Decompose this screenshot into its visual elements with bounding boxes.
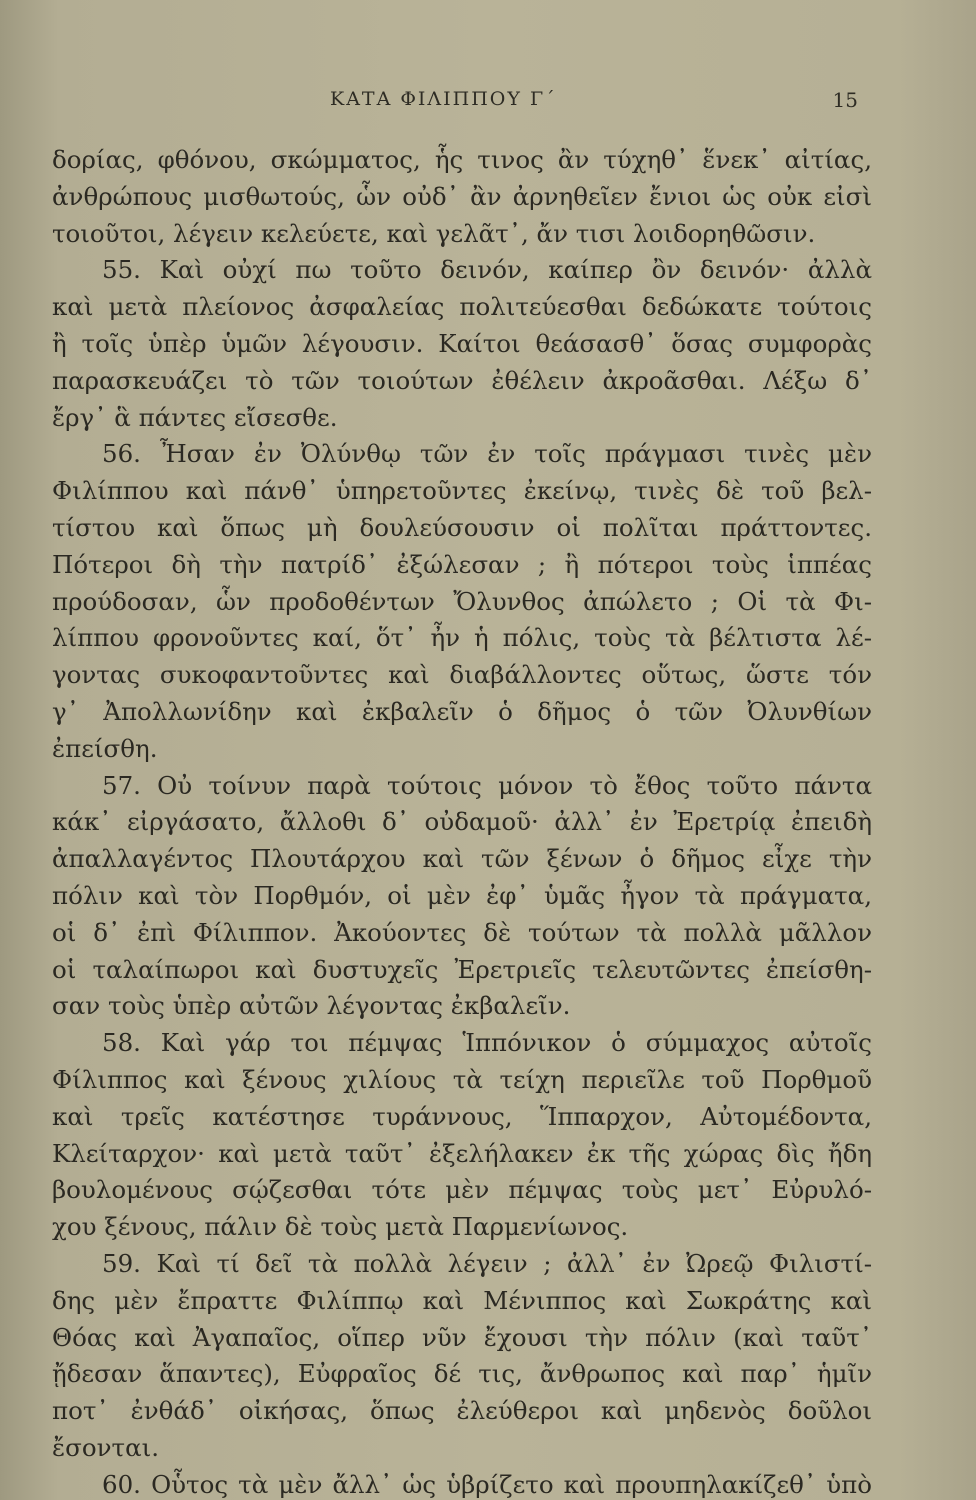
text-line: 60. Οὗτος τὰ μὲν ἄλλ᾽ ὡς ὑβρίζετο καὶ προυπηλακίζεθ᾽ ὑπὸ	[102, 1469, 872, 1499]
body-text	[52, 142, 872, 1500]
text-line: οἱ δ᾽ ἐπὶ Φίλιππον. Ἀκούοντες δὲ τούτων τὰ πολλὰ μᾶλλον	[52, 917, 872, 947]
page-number: 15	[832, 88, 858, 112]
text-line: ἢ τοῖς ὑπὲρ ὑμῶν λέγουσιν. Καίτοι θεάσασθ᾽ ὅσας συμφορὰς	[52, 328, 872, 358]
text-line: προύδοσαν, ὧν προδοθέντων Ὄλυνθος ἀπώλετο ; Οἱ τὰ Φι-	[52, 586, 872, 616]
text-line: τοιοῦτοι, λέγειν κελεύετε, καὶ γελᾶτ᾽, ἄν τισι λοιδορηθῶσιν.	[52, 218, 816, 248]
text-line: γ᾽ Ἀπολλωνίδην καὶ ἐκβαλεῖν ὁ δῆμος ὁ τῶν Ὀλυνθίων	[52, 696, 872, 726]
text-line: Φιλίππου καὶ πάνθ᾽ ὑπηρετοῦντες ἐκείνῳ, τινὲς δὲ τοῦ βελ-	[52, 476, 872, 506]
text-line: ποτ᾽ ἐνθάδ᾽ οἰκήσας, ὅπως ἐλεύθεροι καὶ μηδενὸς δοῦλοι	[52, 1396, 872, 1426]
text-line: κάκ᾽ εἰργάσατο, ἄλλοθι δ᾽ οὐδαμοῦ· ἀλλ᾽ ἐν Ἐρετρίᾳ ἐπειδὴ	[52, 807, 872, 837]
text-line: παρασκευάζει τὸ τῶν τοιούτων ἐθέλειν ἀκροᾶσθαι. Λέξω δ᾽	[52, 365, 872, 395]
text-line: 56. Ἦσαν ἐν Ὀλύνθῳ τῶν ἐν τοῖς πράγμασι τινὲς μὲν	[102, 439, 872, 469]
text-line: δης μὲν ἔπραττε Φιλίππῳ καὶ Μένιππος καὶ Σωκράτης καὶ	[52, 1285, 872, 1315]
text-line: πόλιν καὶ τὸν Πορθμόν, οἱ μὲν ἐφ᾽ ὑμᾶς ἦγον τὰ πράγματα,	[52, 880, 872, 910]
text-line: 55. Καὶ οὐχί πω τοῦτο δεινόν, καίπερ ὂν δεινόν· ἀλλὰ	[102, 255, 872, 285]
text-line: Πότεροι δὴ τὴν πατρίδ᾽ ἐξώλεσαν ; ἢ πότεροι τοὺς ἱππέας	[52, 549, 872, 579]
running-title: ΚΑΤΑ ΦΙΛΙΠΠΟΥ Γ΄	[330, 88, 557, 110]
text-line: βουλομένους σῴζεσθαι τότε μὲν πέμψας τοὺς μετ᾽ Εὐρυλό-	[52, 1175, 872, 1205]
text-line: δορίας, φθόνου, σκώμματος, ἧς τινος ἂν τύχηθ᾽ ἕνεκ᾽ αἰτίας,	[52, 145, 872, 174]
text-line: γοντας συκοφαντοῦντες καὶ διαβάλλοντες οὕτως, ὥστε τόν	[52, 660, 872, 690]
text-line: ἐπείσθη.	[52, 733, 158, 763]
page-header	[0, 88, 976, 118]
text-line: σαν τοὺς ὑπὲρ αὐτῶν λέγοντας ἐκβαλεῖν.	[52, 991, 571, 1021]
text-line: ἔσονται.	[52, 1432, 160, 1462]
text-line: ἀπαλλαγέντος Πλουτάρχου καὶ τῶν ξένων ὁ δῆμος εἶχε τὴν	[52, 844, 872, 874]
text-line: ἔργ᾽ ἃ πάντες εἴσεσθε.	[52, 402, 338, 432]
text-line: οἱ ταλαίπωροι καὶ δυστυχεῖς Ἐρετριεῖς τελευτῶντες ἐπείσθη-	[52, 954, 872, 984]
text-line: καὶ μετὰ πλείονος ἀσφαλείας πολιτεύεσθαι δεδώκατε τούτοις	[52, 292, 872, 322]
text-line: 58. Καὶ γάρ τοι πέμψας Ἱππόνικον ὁ σύμμαχος αὐτοῖς	[102, 1028, 872, 1058]
text-line: ᾔδεσαν ἅπαντες), Εὐφραῖος δέ τις, ἄνθρωπος καὶ παρ᾽ ἡμῖν	[52, 1359, 872, 1389]
text-line: λίππου φρονοῦντες καί, ὅτ᾽ ἦν ἡ πόλις, τοὺς τὰ βέλτιστα λέ-	[52, 623, 872, 653]
text-line: ἀνθρώπους μισθωτούς, ὧν οὐδ᾽ ἂν ἀρνηθεῖεν ἔνιοι ὡς οὐκ εἰσὶ	[52, 181, 872, 211]
text-line: 57. Οὐ τοίνυν παρὰ τούτοις μόνον τὸ ἔθος τοῦτο πάντα	[102, 770, 872, 800]
text-line: χου ξένους, πάλιν δὲ τοὺς μετὰ Παρμενίωνος.	[52, 1212, 629, 1242]
text-line: καὶ τρεῖς κατέστησε τυράννους, Ἵππαρχον, Αὐτομέδοντα,	[52, 1101, 872, 1131]
text-line: 59. Καὶ τί δεῖ τὰ πολλὰ λέγειν ; ἀλλ᾽ ἐν Ὠρεῷ Φιλιστί-	[102, 1248, 872, 1278]
text-line: Φίλιππος καὶ ξένους χιλίους τὰ τείχη περιεῖλε τοῦ Πορθμοῦ	[52, 1064, 872, 1094]
text-line: τίστου καὶ ὅπως μὴ δουλεύσουσιν οἱ πολῖται πράττοντες.	[52, 512, 872, 542]
text-line: Κλείταρχον· καὶ μετὰ ταῦτ᾽ ἐξελήλακεν ἐκ τῆς χώρας δὶς ἤδη	[52, 1138, 872, 1168]
text-line: Θόας καὶ Ἀγαπαῖος, οἵπερ νῦν ἔχουσι τὴν πόλιν (καὶ ταῦτ᾽	[52, 1322, 872, 1352]
